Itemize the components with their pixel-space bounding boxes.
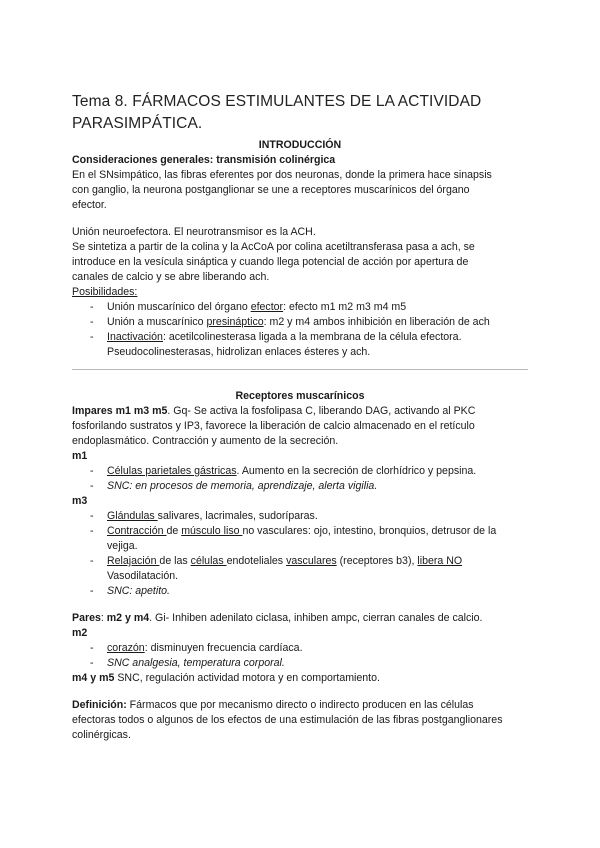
m3-item-glandulas: Glándulas salivares, lacrimales, sudoríparas. bbox=[107, 510, 318, 522]
list-item-inactivacion-cont: Pseudocolinesterasas, hidrolizan enlaces ésteres y ach. bbox=[107, 346, 371, 358]
section-divider bbox=[72, 369, 528, 370]
m3-item-snc: SNC: apetito. bbox=[107, 585, 171, 597]
intro-paragraph-1-line-1: En el SNsimpático, las fibras eferentes por dos neuronas, donde la primera hace sinapsis bbox=[72, 169, 492, 181]
intro-heading: INTRODUCCIÓN bbox=[258, 139, 342, 151]
list-bullet: - bbox=[90, 301, 94, 313]
m3-item-relajacion-cont: Vasodilatación. bbox=[107, 570, 179, 582]
intro-paragraph-3-line-2: introduce en la vesícula sináptica y cuando llega potencial de acción por apertura de bbox=[72, 256, 469, 268]
list-bullet: - bbox=[90, 480, 94, 492]
intro-paragraph-3-line-1: Se sintetiza a partir de la colina y la AcCoA por colina acetiltransferasa pasa a ach, se bbox=[72, 241, 475, 253]
page-title bbox=[72, 91, 528, 135]
list-bullet: - bbox=[90, 585, 94, 597]
list-item-presinaptico: Unión a muscarínico presináptico: m2 y m4 ambos inhibición en liberación de ach bbox=[107, 316, 490, 328]
list-bullet: - bbox=[90, 657, 94, 669]
list-bullet: - bbox=[90, 510, 94, 522]
m3-item-relajacion: Relajación de las células endoteliales vasculares (receptores b3), libera NO bbox=[107, 555, 463, 567]
list-item-efector: Unión muscarínico del órgano efector: efecto m1 m2 m3 m4 m5 bbox=[107, 301, 407, 313]
definicion-line-3: colinérgicas. bbox=[72, 729, 131, 741]
posibilidades-label: Posibilidades: bbox=[72, 286, 138, 298]
m1-item-snc: SNC: en procesos de memoria, aprendizaje, alerta vigilia. bbox=[107, 480, 378, 492]
m2-item-corazon: corazón: disminuyen frecuencia cardíaca. bbox=[107, 642, 303, 654]
m3-label: m3 bbox=[72, 495, 88, 507]
m2-item-snc: SNC analgesia, temperatura corporal. bbox=[107, 657, 285, 669]
m3-item-contraccion: Contracción de músculo liso no vasculares: ojo, intestino, bronquios, detrusor de la bbox=[107, 525, 497, 537]
pares-line: Pares: m2 y m4. Gi- Inhiben adenilato ciclasa, inhiben ampc, cierran canales de calcio. bbox=[72, 612, 483, 624]
intro-paragraph-2: Unión neuroefectora. El neurotransmisor es la ACH. bbox=[72, 226, 316, 238]
intro-subheading: Consideraciones generales: transmisión colinérgica bbox=[72, 154, 336, 166]
list-item-inactivacion: Inactivación: acetilcolinesterasa ligada a la membrana de la célula efectora. bbox=[107, 331, 462, 343]
impares-line-1: Impares m1 m3 m5. Gq- Se activa la fosfolipasa C, liberando DAG, activando al PKC bbox=[72, 405, 476, 417]
definicion-line-2: efectoras todos o algunos de los efectos de una estimulación de las fibras postganglionares bbox=[72, 714, 503, 726]
list-bullet: - bbox=[90, 642, 94, 654]
m2-label: m2 bbox=[72, 627, 88, 639]
m1-item-gastricas: Células parietales gástricas. Aumento en la secreción de clorhídrico y pepsina. bbox=[107, 465, 477, 477]
list-bullet: - bbox=[90, 316, 94, 328]
title-line-1: Tema 8. FÁRMACOS ESTIMULANTES DE LA ACTIVIDAD bbox=[72, 93, 482, 110]
intro-paragraph-1-line-2: con ganglio, la neurona postganglionar se une a receptores muscarínicos del órgano bbox=[72, 184, 470, 196]
impares-line-2: fosforilando sustratos y IP3, favorece la liberación de calcio almacenado en el retículo bbox=[72, 420, 475, 432]
list-bullet: - bbox=[90, 525, 94, 537]
title-line-2: PARASIMPÁTICA. bbox=[72, 115, 203, 132]
m1-label: m1 bbox=[72, 450, 88, 462]
list-bullet: - bbox=[90, 555, 94, 567]
m3-item-contraccion-cont: vejiga. bbox=[107, 540, 138, 552]
intro-paragraph-3-line-3: canales de calcio y se abre liberando ach. bbox=[72, 271, 270, 283]
impares-line-3: endoplasmático. Contracción y aumento de la secreción. bbox=[72, 435, 339, 447]
receptores-heading: Receptores muscarínicos bbox=[235, 390, 365, 402]
definicion-line-1: Definición: Fármacos que por mecanismo directo o indirecto producen en las células bbox=[72, 699, 474, 711]
list-bullet: - bbox=[90, 331, 94, 343]
intro-paragraph-1-line-3: efector. bbox=[72, 199, 107, 211]
m4m5-line: m4 y m5 SNC, regulación actividad motora y en comportamiento. bbox=[72, 672, 380, 684]
list-bullet: - bbox=[90, 465, 94, 477]
